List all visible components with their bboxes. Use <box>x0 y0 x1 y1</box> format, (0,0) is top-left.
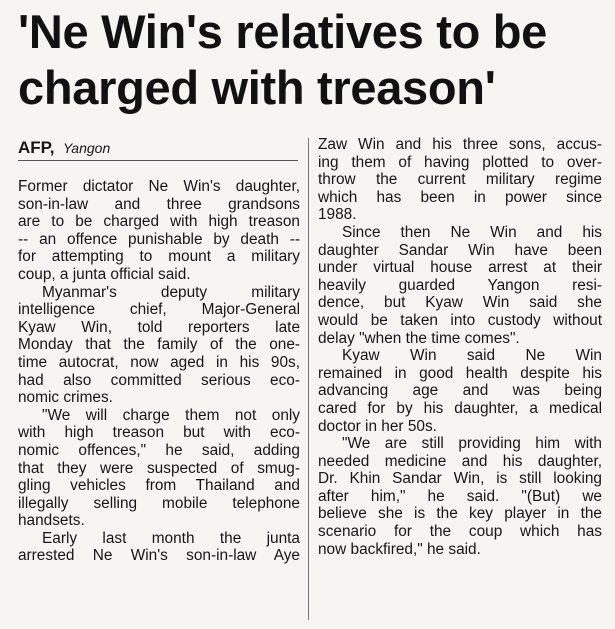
article-text-line: for attempting to mount a military <box>18 248 300 266</box>
article-text-line: would be taken into custody without <box>318 311 602 329</box>
article-text-line: with high treason but with eco- <box>18 424 300 442</box>
byline <box>18 138 298 161</box>
article-text-line: arrested Ne Win's son-in-law Aye <box>18 547 300 565</box>
article-text-line: throw the current military regime <box>318 171 602 189</box>
article-text-line: had also committed serious eco- <box>18 371 300 389</box>
article-text-line: that they were suspected of smug- <box>18 459 300 477</box>
byline-location: Yangon <box>63 140 111 156</box>
article-text-line: doctor in her 50s. <box>318 417 437 435</box>
article-text-line: under virtual house arrest at their <box>318 259 602 277</box>
article-text-line: -- an offence punishable by death -- <box>18 230 300 248</box>
article-text-line: coup, a junta official said. <box>18 265 191 283</box>
article-text-line: Dr. Khin Sandar Win, is still looking <box>318 470 602 488</box>
article-text-line: dence, but Kyaw Win said she <box>318 294 602 312</box>
article-text-line: Former dictator Ne Win's daughter, <box>18 178 300 195</box>
article-text-line: nomic crimes. <box>18 389 113 407</box>
article-text-line: Since then Ne Win and his <box>342 223 602 241</box>
article-text-line: after him," he said. "(But) we <box>318 487 602 505</box>
article-text-line: 1988. <box>318 206 357 224</box>
article-text-line: cared for by his daughter, a medical <box>318 399 602 417</box>
article-column-right <box>318 136 602 558</box>
article-text-line: illegally selling mobile telephone <box>18 494 300 512</box>
article-text-line: son-in-law and three grandsons <box>18 195 300 213</box>
article-text-line: delay "when the time comes". <box>318 329 520 347</box>
article-column-left <box>18 178 300 565</box>
article-text-line: now backfired," he said. <box>318 540 481 558</box>
article-text-line: ing them of having plotted to over- <box>318 153 602 171</box>
article-text-line: Kyaw Win, told reporters late <box>18 318 300 336</box>
article-text-line: needed medicine and his daughter, <box>318 452 602 470</box>
headline-line: 'Ne Win's relatives to be <box>18 5 547 58</box>
article-text-line: are to be charged with high treason <box>18 213 300 231</box>
article-text-line: remained in good health despite his <box>318 364 602 382</box>
article-text-line: Zaw Win and his three sons, accus- <box>318 136 602 153</box>
article-text-line: gling vehicles from Thailand and <box>18 477 300 495</box>
column-divider <box>308 138 309 620</box>
article-text-line: Early last month the junta <box>42 529 300 547</box>
article-text-line: scenario for the coup which has <box>318 523 602 541</box>
byline-agency: AFP, <box>18 138 55 157</box>
article-text-line: intelligence chief, Major-General <box>18 301 300 319</box>
article-text-line: nomic offences," he said, adding <box>18 441 300 459</box>
article-text-line: "We will charge them not only <box>42 406 300 424</box>
article-text-line: Monday that the family of the one- <box>18 336 300 354</box>
article-text-line: heavily guarded Yangon resi- <box>318 276 602 294</box>
article-text-line: "We are still providing him with <box>342 435 602 453</box>
article-text-line: which has been in power since <box>318 188 602 206</box>
article-text-line: handsets. <box>18 512 85 530</box>
article-text-line: Myanmar's deputy military <box>42 283 300 301</box>
headline <box>18 4 608 116</box>
article-text-line: Kyaw Win said Ne Win <box>342 347 602 365</box>
article-text-line: time autocrat, now aged in his 90s, <box>18 353 300 371</box>
headline-line: charged with treason' <box>18 61 496 114</box>
article-text-line: believe she is the key player in the <box>318 505 602 523</box>
article-text-line: advancing age and was being <box>318 382 602 400</box>
article-text-line: daughter Sandar Win have been <box>318 241 602 259</box>
